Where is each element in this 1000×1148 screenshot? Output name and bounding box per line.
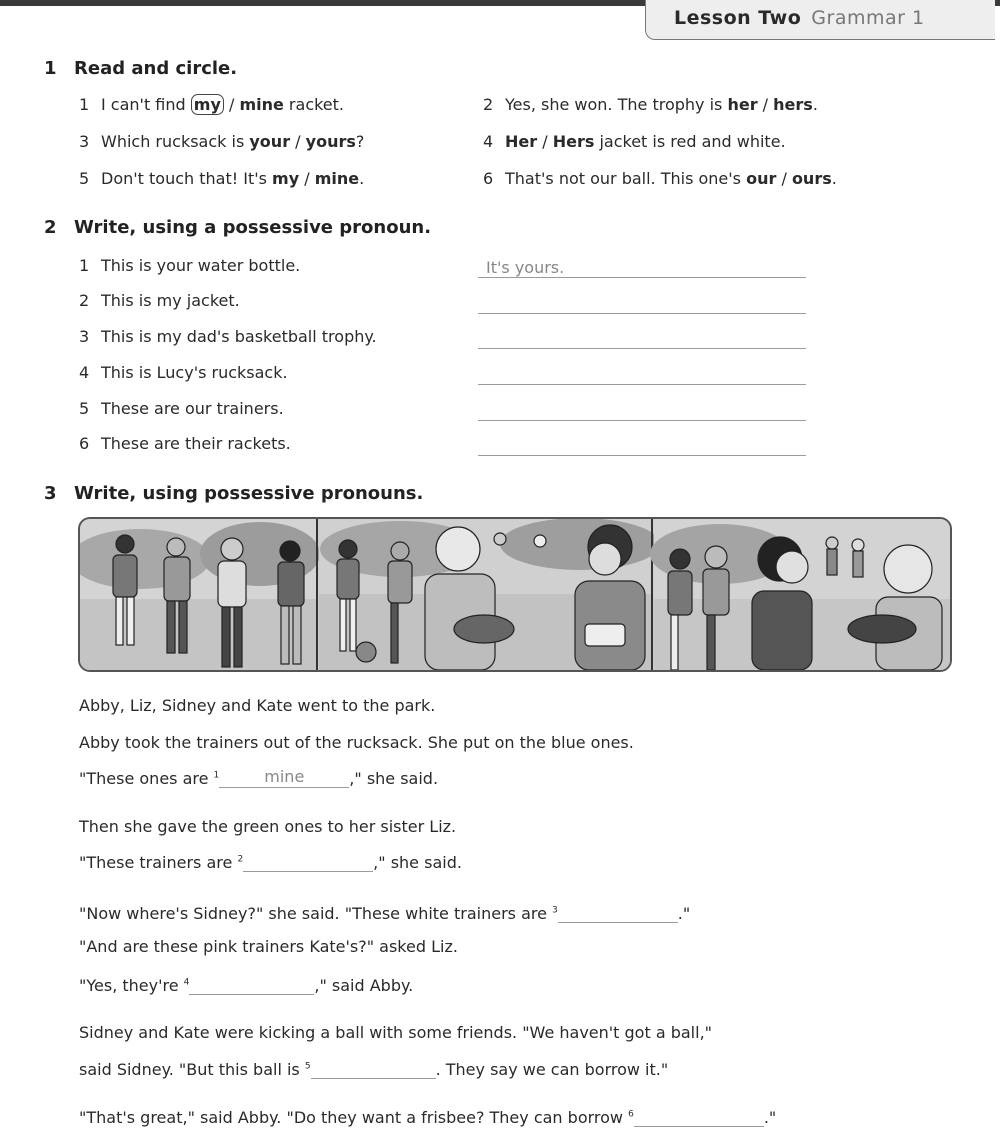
gap-number: 5 (304, 1061, 311, 1072)
item-number: 2 (483, 95, 494, 114)
item-text: . (812, 95, 818, 114)
story-line-3 (79, 767, 438, 788)
ex2-item-6 (79, 434, 291, 453)
item-text: Yes, she won. The trophy is (505, 95, 728, 114)
exercise-1-heading (44, 58, 237, 79)
option-1[interactable]: my (272, 169, 300, 188)
story-line-9: Sidney and Kate were kicking a ball with some friends. "We haven't got a ball," (79, 1023, 713, 1042)
separator: / (299, 169, 315, 188)
lesson-topic: Grammar 1 (811, 7, 925, 29)
panel-3 (650, 519, 950, 670)
item-text: These are their rackets. (101, 434, 291, 453)
answer-line-4[interactable] (478, 360, 806, 385)
story-text: "That's great," said Abby. "Do they want a frisbee? They can borrow (79, 1108, 629, 1127)
story-text: . They say we can borrow it." (435, 1060, 669, 1079)
story-line-4: Then she gave the green ones to her sister Liz. (79, 817, 457, 836)
gap-4[interactable] (189, 974, 314, 995)
gap-number: 1 (213, 770, 220, 781)
item-number: 3 (79, 327, 90, 346)
ex1-item-3 (79, 132, 364, 151)
gap-2[interactable] (243, 851, 373, 872)
item-text: . (359, 169, 365, 188)
exercise-3-title: Write, using possessive pronouns. (74, 483, 424, 504)
ex1-item-2 (483, 95, 818, 114)
ex1-item-4 (483, 132, 786, 151)
exercise-2-title: Write, using a possessive pronoun. (74, 217, 432, 238)
separator: / (290, 132, 306, 151)
ex2-item-3 (79, 327, 377, 346)
gap-6[interactable] (634, 1106, 764, 1127)
ex2-item-1 (79, 256, 300, 275)
gap-number: 2 (237, 854, 244, 865)
story-text: "Now where's Sidney?" she said. "These white trainers are (79, 904, 553, 923)
item-text: This is your water bottle. (101, 256, 301, 275)
item-number: 1 (79, 256, 90, 275)
option-2[interactable]: mine (239, 95, 284, 114)
story-text: ," she said. (349, 769, 439, 788)
option-2[interactable]: Hers (552, 132, 595, 151)
separator: / (223, 95, 240, 114)
story-text: ." (763, 1108, 777, 1127)
item-text: Don't touch that! It's (101, 169, 273, 188)
story-text: said Sidney. "But this ball is (79, 1060, 305, 1079)
item-number: 5 (79, 169, 90, 188)
item-number: 3 (79, 132, 90, 151)
answer-line-2[interactable] (478, 289, 806, 314)
gap-number: 3 (552, 905, 558, 916)
item-text: jacket is red and white. (594, 132, 786, 151)
ex1-item-6 (483, 169, 837, 188)
gap-number: 6 (628, 1109, 634, 1120)
option-2[interactable]: hers (773, 95, 813, 114)
ex1-item-1 (79, 95, 344, 114)
story-text: "These trainers are (79, 853, 238, 872)
gap-5[interactable] (311, 1058, 436, 1079)
item-text: This is Lucy's rucksack. (101, 363, 288, 382)
option-1[interactable]: her (727, 95, 758, 114)
lesson-title: Lesson Two (674, 7, 802, 29)
item-text: These are our trainers. (101, 399, 284, 418)
answer-line-1[interactable] (478, 253, 806, 278)
gap-number: 4 (183, 977, 190, 988)
item-number: 4 (79, 363, 90, 382)
item-number: 2 (79, 291, 90, 310)
gap-1[interactable]: mine (219, 767, 349, 788)
ex2-item-5 (79, 399, 284, 418)
exercise-3-number: 3 (44, 483, 57, 504)
exercise-2-heading (44, 217, 431, 238)
item-text: racket. (283, 95, 345, 114)
story-text: "Yes, they're (79, 976, 184, 995)
answer-text: It's yours. (486, 258, 565, 277)
item-text: This is my jacket. (101, 291, 240, 310)
story-line-1: Abby, Liz, Sidney and Kate went to the park. (79, 696, 436, 715)
gap-3[interactable] (558, 902, 678, 923)
option-2[interactable]: yours (305, 132, 356, 151)
option-1[interactable]: Her (505, 132, 538, 151)
story-line-2: Abby took the trainers out of the rucksack. She put on the blue ones. (79, 733, 634, 752)
comic-panels (80, 519, 950, 670)
item-text: That's not our ball. This one's (505, 169, 747, 188)
item-number: 6 (483, 169, 494, 188)
item-text: ? (355, 132, 365, 151)
item-text: This is my dad's basketball trophy. (101, 327, 377, 346)
lesson-header (645, 0, 995, 40)
item-number: 6 (79, 434, 90, 453)
separator: / (757, 95, 774, 114)
option-1[interactable]: your (249, 132, 291, 151)
exercise-2-number: 2 (44, 217, 57, 238)
ex2-item-4 (79, 363, 288, 382)
exercise-1-title: Read and circle. (74, 58, 238, 79)
exercise-1-number: 1 (44, 58, 57, 79)
answer-line-3[interactable] (478, 324, 806, 349)
story-text: "These ones are (79, 769, 214, 788)
story-line-5 (79, 851, 462, 872)
panel-2 (319, 519, 660, 670)
story-line-8 (79, 974, 413, 995)
item-number: 5 (79, 399, 90, 418)
option-1[interactable]: our (746, 169, 777, 188)
story-text: ." (677, 904, 691, 923)
item-text: I can't find (101, 95, 191, 114)
option-1-circled[interactable]: my (191, 94, 224, 115)
item-text: Which rucksack is (101, 132, 250, 151)
comic-illustration (78, 517, 952, 672)
story-line-6 (79, 902, 690, 923)
option-2[interactable]: mine (314, 169, 360, 188)
option-2[interactable]: ours (791, 169, 832, 188)
story-text: ," said Abby. (314, 976, 414, 995)
story-line-7: "And are these pink trainers Kate's?" asked Liz. (79, 937, 458, 956)
item-text: . (831, 169, 837, 188)
exercise-3-heading (44, 483, 423, 504)
story-line-11 (79, 1106, 776, 1127)
item-number: 4 (483, 132, 494, 151)
answer-line-6[interactable] (478, 431, 806, 456)
separator: / (776, 169, 792, 188)
answer-line-5[interactable] (478, 396, 806, 421)
story-text: ," she said. (373, 853, 462, 872)
ex2-item-2 (79, 291, 240, 310)
ex1-item-5 (79, 169, 364, 188)
separator: / (537, 132, 553, 151)
panel-1 (80, 519, 320, 670)
item-number: 1 (79, 95, 90, 114)
story-line-10 (79, 1058, 668, 1079)
